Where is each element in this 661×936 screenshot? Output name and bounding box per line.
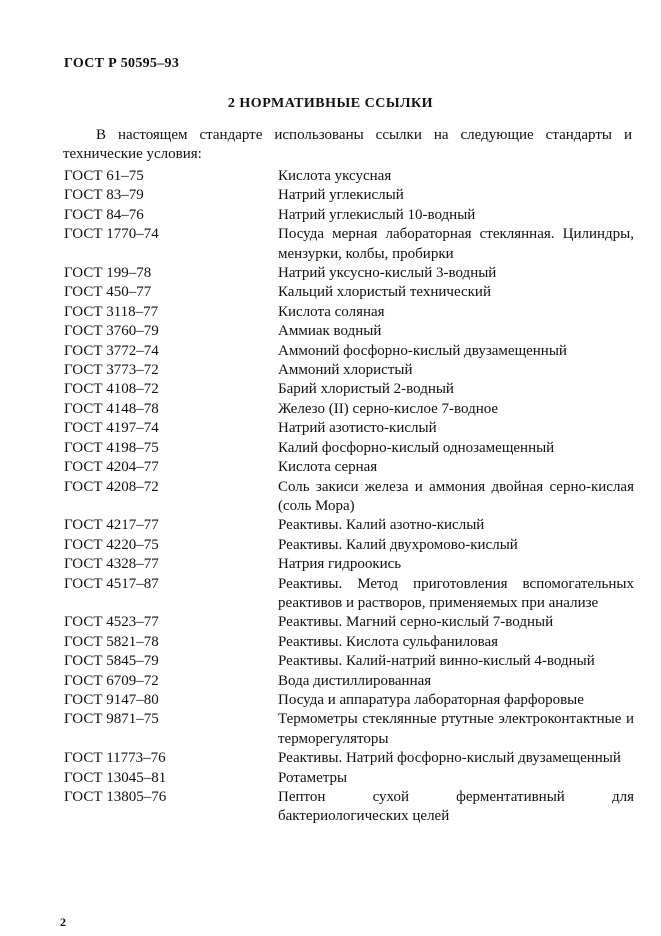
- reference-code: ГОСТ 83–79: [64, 187, 144, 204]
- reference-code: ГОСТ 3760–79: [64, 323, 159, 340]
- reference-code: ГОСТ 199–78: [64, 265, 152, 282]
- reference-row: [64, 536, 634, 555]
- reference-description: Кальций хлористый технический: [278, 284, 491, 301]
- reference-row: [64, 264, 634, 283]
- reference-description: Железо (II) серно-кислое 7-водное: [278, 400, 499, 417]
- reference-code: ГОСТ 4197–74: [64, 420, 159, 437]
- reference-code: ГОСТ 450–77: [64, 284, 152, 301]
- reference-code: ГОСТ 3772–74: [64, 342, 159, 359]
- reference-row: [64, 439, 634, 458]
- reference-code: ГОСТ 1770–74: [64, 226, 159, 243]
- reference-description: Барий хлористый 2-водный: [278, 381, 454, 398]
- reference-row: [64, 710, 634, 749]
- reference-code: ГОСТ 9871–75: [64, 711, 159, 728]
- reference-row: [64, 400, 634, 419]
- reference-code: ГОСТ 5821–78: [64, 633, 159, 650]
- reference-row: [64, 283, 634, 302]
- reference-row: [64, 613, 634, 632]
- reference-description: Соль закиси железа и аммония двойная серно-кислая (соль Мора): [278, 478, 634, 514]
- reference-row: [64, 749, 634, 768]
- reference-code: ГОСТ 11773–76: [64, 750, 166, 767]
- section-title: 2 НОРМАТИВНЫЕ ССЫЛКИ: [227, 96, 434, 111]
- reference-description: Термометры стеклянные ртутные электроконтактные и терморегуляторы: [278, 711, 634, 747]
- reference-description: Реактивы. Метод приготовления вспомогательных реактивов и растворов, применяемых при анализе: [278, 575, 634, 611]
- reference-row: [64, 380, 634, 399]
- reference-code: ГОСТ 3773–72: [64, 362, 159, 379]
- reference-code: ГОСТ 61–75: [64, 168, 144, 184]
- reference-row: [64, 361, 634, 380]
- page-number: 2: [60, 915, 66, 929]
- reference-code: ГОСТ 4517–87: [64, 575, 159, 592]
- reference-row: [64, 206, 634, 225]
- reference-code: ГОСТ 4108–72: [64, 381, 159, 398]
- reference-description: Реактивы. Кислота сульфаниловая: [278, 633, 499, 650]
- reference-row: [64, 303, 634, 322]
- reference-row: [64, 186, 634, 205]
- reference-row: [64, 478, 634, 517]
- reference-description: Аммоний фосфорно-кислый двузамещенный: [278, 342, 567, 359]
- reference-row: [64, 652, 634, 671]
- intro-paragraph: В настоящем стандарте использованы ссылки на следующие стандарты и технические условия:: [63, 127, 632, 162]
- reference-code: ГОСТ 4198–75: [64, 439, 159, 456]
- reference-description: Посуда и аппаратура лабораторная фарфоровые: [278, 691, 584, 708]
- reference-description: Аммиак водный: [278, 323, 382, 340]
- document-code-header: ГОСТ Р 50595–93: [64, 56, 180, 71]
- reference-code: ГОСТ 4208–72: [64, 478, 159, 495]
- reference-row: [64, 322, 634, 341]
- reference-description: Кислота серная: [278, 459, 378, 476]
- reference-description: Ротаметры: [278, 769, 348, 786]
- reference-code: ГОСТ 3118–77: [64, 303, 159, 320]
- reference-code: ГОСТ 4204–77: [64, 459, 159, 476]
- reference-row: [64, 555, 634, 574]
- reference-row: [64, 633, 634, 652]
- reference-description: Натрий уксусно-кислый 3-водный: [278, 265, 497, 282]
- reference-description: Реактивы. Калий двухромово-кислый: [278, 536, 518, 553]
- reference-description: Реактивы. Натрий фосфорно-кислый двузамещенный: [278, 750, 621, 767]
- reference-code: ГОСТ 4217–77: [64, 517, 159, 534]
- reference-code: ГОСТ 84–76: [64, 206, 144, 223]
- reference-description: Реактивы. Калий азотно-кислый: [278, 517, 485, 534]
- reference-description: Натрия гидроокись: [278, 556, 402, 573]
- reference-code: ГОСТ 13045–81: [64, 769, 167, 786]
- reference-row: [64, 167, 634, 186]
- reference-code: ГОСТ 13805–76: [64, 789, 167, 805]
- reference-description: Реактивы. Калий-натрий винно-кислый 4-водный: [278, 653, 595, 670]
- reference-row: [64, 516, 634, 535]
- reference-description: Кислота соляная: [278, 303, 385, 320]
- reference-code: ГОСТ 6709–72: [64, 672, 159, 689]
- reference-description: Посуда мерная лабораторная стеклянная. Цилиндры, мензурки, колбы, пробирки: [278, 226, 634, 262]
- reference-description: Вода дистиллированная: [278, 672, 432, 689]
- reference-code: ГОСТ 9147–80: [64, 691, 159, 708]
- reference-description: Натрий азотисто-кислый: [278, 420, 437, 437]
- reference-description: Калий фосфорно-кислый однозамещенный: [278, 439, 555, 456]
- reference-description: Пептон сухой ферментативный для бактериологических целей: [278, 789, 634, 825]
- reference-row: [64, 575, 634, 614]
- reference-row: [64, 342, 634, 361]
- reference-code: ГОСТ 4220–75: [64, 536, 159, 553]
- reference-description: Реактивы. Магний серно-кислый 7-водный: [278, 614, 554, 631]
- reference-description: Аммоний хлористый: [278, 362, 413, 379]
- reference-row: [64, 672, 634, 691]
- reference-code: ГОСТ 4523–77: [64, 614, 159, 631]
- reference-row: [64, 769, 634, 788]
- reference-code: ГОСТ 4148–78: [64, 400, 159, 417]
- reference-description: Натрий углекислый 10-водный: [278, 206, 476, 223]
- reference-row: [64, 419, 634, 438]
- reference-row: [64, 225, 634, 264]
- reference-description: Натрий углекислый: [278, 187, 404, 204]
- reference-row: [64, 458, 634, 477]
- reference-row: [64, 788, 634, 827]
- reference-code: ГОСТ 4328–77: [64, 556, 159, 573]
- reference-description: Кислота уксусная: [278, 168, 392, 184]
- reference-code: ГОСТ 5845–79: [64, 653, 159, 670]
- references-list: [64, 167, 634, 827]
- reference-row: [64, 691, 634, 710]
